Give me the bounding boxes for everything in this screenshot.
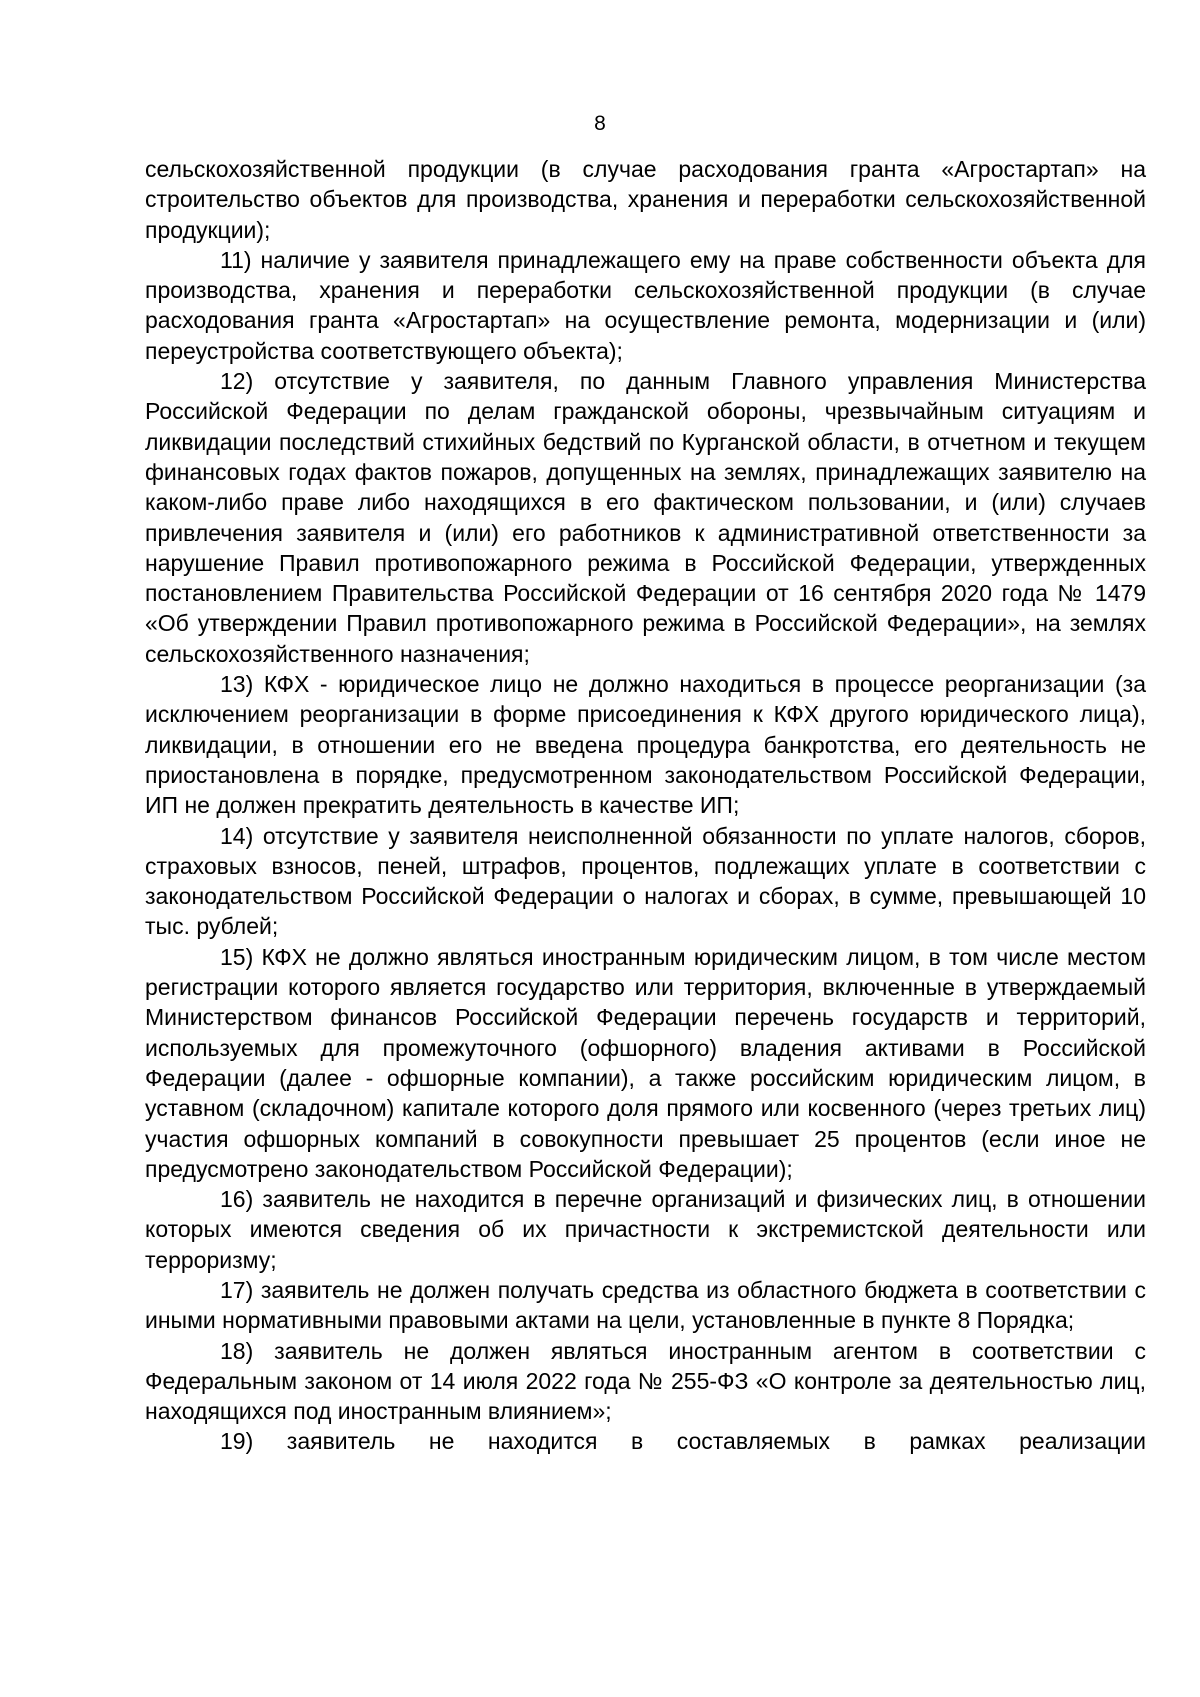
paragraph-item-11: 11) наличие у заявителя принадлежащего ему на праве собственности объекта для производства, хранения и переработки сельскохозяйственной продукции (в случае расходования гранта «Агростартап» на осуществление ремонта, модернизации и (или) переустройства соответствующего объекта);	[145, 246, 1146, 364]
paragraph-item-16: 16) заявитель не находится в перечне организаций и физических лиц, в отношении которых имеются сведения об их причастности к экстремистской деятельности или терроризму;	[145, 1186, 1146, 1273]
paragraph-continuation: сельскохозяйственной продукции (в случае расходования гранта «Агростартап» на строительство объектов для производства, хранения и переработки сельскохозяйственной продукции);	[145, 156, 1146, 243]
paragraph-item-13: 13) КФХ - юридическое лицо не должно находиться в процессе реорганизации (за исключением реорганизации в форме присоединения к КФХ другого юридического лица), ликвидации, в отношении его не введена процедура банкротства, его деятельность не приостановлена в порядке, предусмотренном законодательством Российской Федерации, ИП не должен прекратить деятельность в качестве ИП;	[145, 671, 1146, 819]
document-body	[145, 154, 1146, 1457]
paragraph-item-12: 12) отсутствие у заявителя, по данным Главного управления Министерства Российской Федерации по делам гражданской обороны, чрезвычайным ситуациям и ликвидации последствий стихийных бедствий по Курганской области, в отчетном и текущем финансовых годах фактов пожаров, допущенных на землях, принадлежащих заявителю на каком-либо праве либо находящихся в его фактическом пользовании, и (или) случаев привлечения заявителя и (или) его работников к административной ответственности за нарушение Правил противопожарного режима в Российской Федерации, утвержденных постановлением Правительства Российской Федерации от 16 сентября 2020 года № 1479 «Об утверждении Правил противопожарного режима в Российской Федерации», на землях сельскохозяйственного назначения;	[145, 368, 1146, 667]
paragraph-item-18: 18) заявитель не должен являться иностранным агентом в соответствии с Федеральным законом от 14 июля 2022 года № 255-ФЗ «О контроле за деятельностью лиц, находящихся под иностранным влиянием»;	[145, 1337, 1146, 1425]
paragraph-item-19: 19) заявитель не находится в составляемых в рамках реализации	[220, 1428, 1146, 1455]
page-number: 8	[594, 112, 606, 135]
paragraph-item-15: 15) КФХ не должно являться иностранным юридическим лицом, в том числе местом регистрации которого является государство или территория, включенные в утверждаемый Министерством финансов Российской Федерации перечень государств и территорий, используемых для промежуточного (офшорного) владения активами в Российской Федерации (далее - офшорные компании), а также российским юридическим лицом, в уставном (складочном) капитале которого доля прямого или косвенного (через третьих лиц) участия офшорных компаний в совокупности превышает 25 процентов (если иное не предусмотрено законодательством Российской Федерации);	[145, 943, 1146, 1182]
paragraph-item-14: 14) отсутствие у заявителя неисполненной обязанности по уплате налогов, сборов, страховых взносов, пеней, штрафов, процентов, подлежащих уплате в соответствии с законодательством Российской Федерации о налогах и сборах, в сумме, превышающей 10 тыс. рублей;	[145, 822, 1146, 940]
paragraph-item-17: 17) заявитель не должен получать средства из областного бюджета в соответствии с иными нормативными правовыми актами на цели, установленные в пункте 8 Порядка;	[145, 1276, 1146, 1334]
